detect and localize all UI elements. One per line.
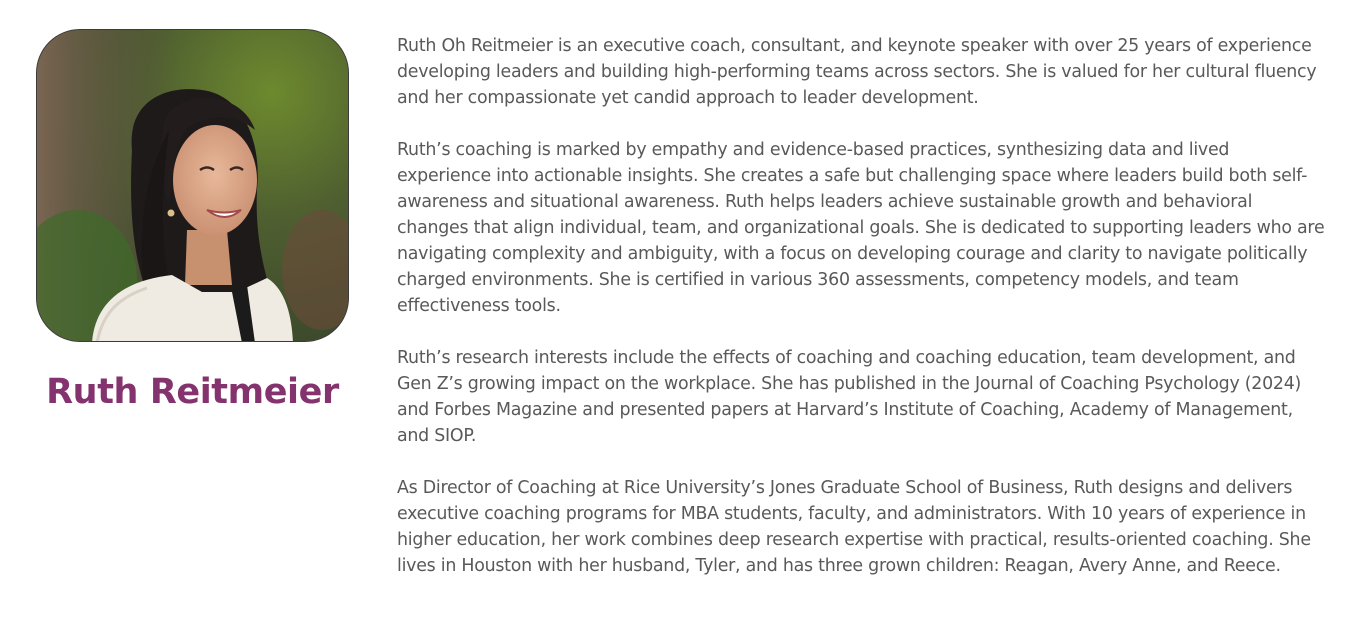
bio-text bbox=[397, 33, 1327, 605]
bio-paragraph: Ruth Oh Reitmeier is an executive coach, consultant, and keynote speaker with over 25 years of experience developing leaders and building high-performing teams across sectors. She is valued for her cultural fluency and her compassionate yet candid approach to leader development. bbox=[397, 36, 1317, 108]
profile-name: Ruth Reitmeier bbox=[46, 372, 339, 412]
profile-card bbox=[36, 29, 349, 413]
bio-paragraph: Ruth’s research interests include the effects of coaching and coaching education, team development, and Gen Z’s growing impact on the workplace. She has published in the Journal of Coaching Psychology (2024) and Forbes Magazine and presented papers at Harvard’s Institute of Coaching, Academy of Management, and SIOP. bbox=[397, 348, 1302, 446]
bio-paragraph: Ruth’s coaching is marked by empathy and evidence-based practices, synthesizing data and lived experience into actionable insights. She creates a safe but challenging space where leaders build both self-awareness and situational awareness. Ruth helps leaders achieve sustainable growth and behavioral changes that align individual, team, and organizational goals. She is dedicated to supporting leaders who are navigating complexity and ambiguity, with a focus on developing courage and clarity to navigate politically charged environments. She is certified in various 360 assessments, competency models, and team effectiveness tools. bbox=[397, 140, 1325, 316]
profile-photo bbox=[36, 29, 349, 342]
portrait-photo-icon bbox=[37, 30, 349, 342]
bio-paragraph: As Director of Coaching at Rice University’s Jones Graduate School of Business, Ruth designs and delivers executive coaching programs for MBA students, faculty, and administrators. With 10 years of experience in higher education, her work combines deep research expertise with practical, results-oriented coaching. She lives in Houston with her husband, Tyler, and has three grown children: Reagan, Avery Anne, and Reece. bbox=[397, 478, 1311, 576]
